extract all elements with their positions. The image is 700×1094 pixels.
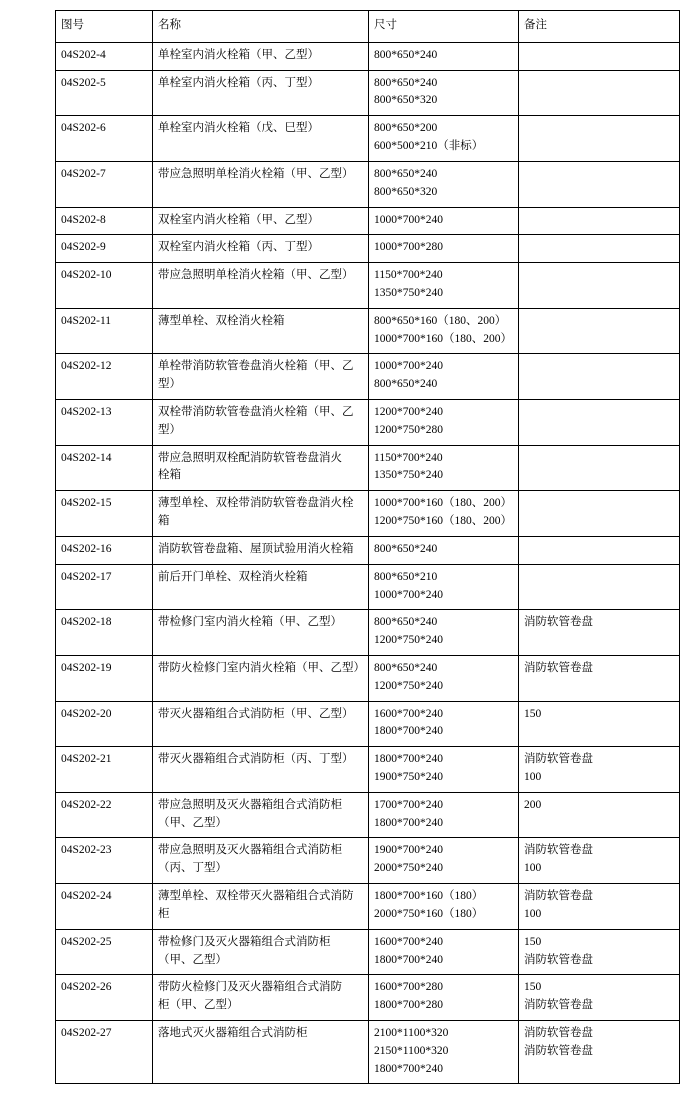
cell-dimensions <box>369 116 519 162</box>
cell-line: 2100*1100*320 <box>374 1026 449 1039</box>
cell-drawing-code: 04S202-5 <box>56 70 153 116</box>
cell-line: 前后开门单栓、双栓消火栓箱 <box>158 570 308 583</box>
cell-line: 带应急照明单栓消火栓箱（甲、乙型） <box>158 269 354 282</box>
cell-line: （甲、乙型） <box>158 953 227 966</box>
cell-line <box>524 450 674 468</box>
fire-hydrant-box-spec-table <box>55 10 680 1084</box>
cell-product-name <box>153 610 369 656</box>
cell-drawing-code: 04S202-25 <box>56 929 153 975</box>
cell-line: 800*650*240 <box>374 76 438 89</box>
cell-remark <box>519 308 680 354</box>
cell-product-name <box>153 70 369 116</box>
table-row <box>56 70 680 116</box>
cell-product-name <box>153 655 369 701</box>
cell-line <box>524 358 674 376</box>
cell-product-name <box>153 975 369 1021</box>
cell-line: 1000*700*240 <box>374 588 443 601</box>
cell-line: 1800*700*240 <box>374 753 443 766</box>
cell-line: 消防软管卷盘 <box>524 1026 593 1039</box>
cell-line: 薄型单栓、双栓消火栓箱 <box>158 314 285 327</box>
cell-remark <box>519 445 680 491</box>
cell-dimensions <box>369 354 519 400</box>
table-row <box>56 354 680 400</box>
cell-dimensions <box>369 207 519 235</box>
cell-line: 800*650*200 <box>374 122 438 135</box>
cell-line <box>524 75 674 93</box>
cell-remark <box>519 975 680 1021</box>
cell-line: 800*650*240 <box>374 378 438 391</box>
cell-dimensions <box>369 747 519 793</box>
cell-line: 单栓室内消火栓箱（丙、丁型） <box>158 76 319 89</box>
cell-line: 单栓室内消火栓箱（戊、巳型） <box>158 122 319 135</box>
cell-line: 双栓室内消火栓箱（甲、乙型） <box>158 213 319 226</box>
table-row <box>56 701 680 747</box>
table-row <box>56 42 680 70</box>
cell-product-name <box>153 884 369 930</box>
cell-line <box>524 313 674 331</box>
cell-line: 消防软管卷盘 <box>524 953 593 966</box>
cell-product-name <box>153 207 369 235</box>
cell-drawing-code: 04S202-19 <box>56 655 153 701</box>
cell-remark <box>519 161 680 207</box>
table-row <box>56 747 680 793</box>
cell-line: 1900*750*240 <box>374 771 443 783</box>
cell-remark <box>519 400 680 446</box>
cell-line: 1800*700*240 <box>374 953 443 966</box>
cell-drawing-code: 04S202-24 <box>56 884 153 930</box>
cell-dimensions <box>369 400 519 446</box>
cell-remark <box>519 42 680 70</box>
cell-product-name <box>153 235 369 263</box>
cell-line: 1700*700*240 <box>374 798 443 811</box>
cell-line: 型） <box>158 423 181 436</box>
cell-remark <box>519 263 680 309</box>
cell-remark <box>519 884 680 930</box>
cell-line <box>524 120 674 138</box>
cell-line: 1000*700*280 <box>374 241 443 254</box>
table-row <box>56 975 680 1021</box>
table-row <box>56 1020 680 1083</box>
cell-line: 150 <box>524 707 542 720</box>
cell-line: 柜 <box>158 907 170 920</box>
cell-line: 1200*750*240 <box>374 679 443 692</box>
cell-product-name <box>153 161 369 207</box>
cell-drawing-code: 04S202-15 <box>56 491 153 537</box>
cell-line: 2150*1100*320 <box>374 1044 449 1057</box>
cell-dimensions <box>369 838 519 884</box>
cell-line: 800*650*320 <box>374 185 438 198</box>
table-row <box>56 536 680 564</box>
cell-line: 1200*750*240 <box>374 634 443 647</box>
cell-line: 800*650*160（180、200） <box>374 314 507 327</box>
table-row <box>56 116 680 162</box>
cell-dimensions <box>369 1020 519 1083</box>
table-row <box>56 161 680 207</box>
cell-line <box>524 267 674 285</box>
cell-line: 型） <box>158 378 181 391</box>
cell-drawing-code: 04S202-10 <box>56 263 153 309</box>
cell-line: 1200*750*280 <box>374 423 443 436</box>
cell-remark <box>519 70 680 116</box>
cell-product-name <box>153 400 369 446</box>
cell-line: 100 <box>524 862 542 875</box>
cell-line: 带检修门及灭火器箱组合式消防柜 <box>158 935 331 948</box>
cell-product-name <box>153 701 369 747</box>
table-row <box>56 308 680 354</box>
cell-product-name <box>153 42 369 70</box>
cell-line: 150 <box>524 935 542 948</box>
cell-line: （丙、丁型） <box>158 862 227 875</box>
cell-line: 带应急照明及灭火器箱组合式消防柜 <box>158 844 342 857</box>
cell-dimensions <box>369 610 519 656</box>
cell-drawing-code: 04S202-27 <box>56 1020 153 1083</box>
cell-drawing-code: 04S202-22 <box>56 792 153 838</box>
cell-remark <box>519 929 680 975</box>
table-row <box>56 235 680 263</box>
cell-line: 带应急照明单栓消火栓箱（甲、乙型） <box>158 167 354 180</box>
table-row <box>56 655 680 701</box>
cell-line <box>524 166 674 184</box>
cell-line: 带灭火器箱组合式消防柜（丙、丁型） <box>158 753 354 766</box>
cell-remark <box>519 655 680 701</box>
cell-line: 带防火检修门及灭火器箱组合式消防 <box>158 981 342 994</box>
cell-dimensions <box>369 161 519 207</box>
cell-line: 1900*700*240 <box>374 844 443 857</box>
table-row <box>56 838 680 884</box>
cell-line: 600*500*210（非标） <box>374 140 484 153</box>
cell-drawing-code: 04S202-21 <box>56 747 153 793</box>
cell-line: 薄型单栓、双栓带灭火器箱组合式消防 <box>158 890 354 903</box>
cell-product-name <box>153 564 369 610</box>
cell-line: 消防软管卷盘 <box>524 616 593 629</box>
cell-line: 1800*700*240 <box>374 1062 443 1075</box>
cell-remark <box>519 792 680 838</box>
cell-drawing-code: 04S202-23 <box>56 838 153 884</box>
cell-line <box>524 541 674 559</box>
cell-drawing-code: 04S202-14 <box>56 445 153 491</box>
cell-product-name <box>153 929 369 975</box>
cell-dimensions <box>369 975 519 1021</box>
cell-line: 箱 <box>158 515 170 528</box>
cell-line: 100 <box>524 907 542 920</box>
cell-line: 双栓室内消火栓箱（丙、丁型） <box>158 241 319 254</box>
cell-drawing-code: 04S202-20 <box>56 701 153 747</box>
cell-remark <box>519 354 680 400</box>
cell-line: 1150*700*240 <box>374 451 443 464</box>
cell-line: 带检修门室内消火栓箱（甲、乙型） <box>158 616 342 629</box>
cell-dimensions <box>369 491 519 537</box>
cell-line: 消防软管卷盘 <box>524 1044 593 1057</box>
cell-line: 薄型单栓、双栓带消防软管卷盘消火栓 <box>158 497 354 510</box>
cell-line: 200 <box>524 798 542 811</box>
cell-remark <box>519 116 680 162</box>
cell-line: 单栓室内消火栓箱（甲、乙型） <box>158 48 319 61</box>
cell-dimensions <box>369 235 519 263</box>
column-header-note: 备注 <box>519 11 680 43</box>
table-row <box>56 929 680 975</box>
cell-line: 带防火检修门室内消火栓箱（甲、乙型） <box>158 661 365 674</box>
cell-line: 消防软管卷盘 <box>524 661 593 674</box>
table-row <box>56 792 680 838</box>
cell-line: 1350*750*240 <box>374 286 443 299</box>
cell-drawing-code: 04S202-6 <box>56 116 153 162</box>
cell-line: 1200*700*240 <box>374 406 443 418</box>
cell-drawing-code: 04S202-8 <box>56 207 153 235</box>
table-row <box>56 400 680 446</box>
cell-line: 1000*700*160（180、200） <box>374 332 512 345</box>
cell-line: 消防软管卷盘 <box>524 844 593 857</box>
cell-line: 2000*750*240 <box>374 862 443 875</box>
cell-drawing-code: 04S202-4 <box>56 42 153 70</box>
cell-line: 800*650*210 <box>374 570 438 583</box>
cell-line: 1600*700*280 <box>374 981 443 994</box>
cell-line: 1350*750*240 <box>374 469 443 482</box>
cell-line <box>524 239 674 257</box>
cell-product-name <box>153 536 369 564</box>
cell-line: 落地式灭火器箱组合式消防柜 <box>158 1026 308 1039</box>
cell-drawing-code: 04S202-9 <box>56 235 153 263</box>
column-header-size: 尺寸 <box>369 11 519 43</box>
cell-product-name <box>153 792 369 838</box>
table-header <box>56 11 680 43</box>
cell-line: 单栓带消防软管卷盘消火栓箱（甲、乙 <box>158 360 354 373</box>
cell-line: 1800*700*280 <box>374 999 443 1012</box>
cell-product-name <box>153 1020 369 1083</box>
cell-dimensions <box>369 564 519 610</box>
cell-line: 柜（甲、乙型） <box>158 999 239 1012</box>
cell-line: 1600*700*240 <box>374 935 443 948</box>
cell-remark <box>519 1020 680 1083</box>
cell-drawing-code: 04S202-18 <box>56 610 153 656</box>
table-row <box>56 207 680 235</box>
cell-line: 带应急照明及灭火器箱组合式消防柜 <box>158 798 342 811</box>
cell-line: 1600*700*240 <box>374 707 443 720</box>
cell-dimensions <box>369 655 519 701</box>
cell-line: 1000*700*240 <box>374 213 443 226</box>
cell-product-name <box>153 354 369 400</box>
cell-line <box>524 404 674 422</box>
cell-dimensions <box>369 445 519 491</box>
cell-dimensions <box>369 263 519 309</box>
column-header-name: 名称 <box>153 11 369 43</box>
cell-remark <box>519 610 680 656</box>
cell-line: 150 <box>524 981 542 994</box>
cell-line: 800*650*240 <box>374 167 438 180</box>
cell-remark <box>519 838 680 884</box>
cell-drawing-code: 04S202-7 <box>56 161 153 207</box>
cell-line: 1000*700*240 <box>374 360 443 373</box>
cell-line: 栓箱 <box>158 469 181 482</box>
cell-line: 消防软管卷盘 <box>524 999 593 1012</box>
cell-line: 800*650*240 <box>374 48 438 61</box>
cell-dimensions <box>369 701 519 747</box>
cell-dimensions <box>369 42 519 70</box>
cell-line: 1000*700*160（180、200） <box>374 497 512 510</box>
cell-line: 消防软管卷盘 <box>524 890 593 903</box>
cell-drawing-code: 04S202-16 <box>56 536 153 564</box>
table-row <box>56 445 680 491</box>
cell-product-name <box>153 491 369 537</box>
cell-drawing-code: 04S202-26 <box>56 975 153 1021</box>
table-row <box>56 610 680 656</box>
cell-product-name <box>153 445 369 491</box>
cell-line <box>524 212 674 230</box>
cell-dimensions <box>369 884 519 930</box>
cell-dimensions <box>369 308 519 354</box>
cell-drawing-code: 04S202-11 <box>56 308 153 354</box>
cell-product-name <box>153 116 369 162</box>
cell-remark <box>519 491 680 537</box>
cell-line: 1150*700*240 <box>374 269 443 282</box>
cell-line: 800*650*320 <box>374 94 438 107</box>
cell-remark <box>519 235 680 263</box>
cell-product-name <box>153 747 369 793</box>
cell-line: 800*650*240 <box>374 616 438 629</box>
table-row <box>56 884 680 930</box>
cell-drawing-code: 04S202-12 <box>56 354 153 400</box>
cell-drawing-code: 04S202-13 <box>56 400 153 446</box>
cell-remark <box>519 536 680 564</box>
cell-dimensions <box>369 70 519 116</box>
cell-line <box>524 495 674 513</box>
cell-line: 1800*700*240 <box>374 816 443 829</box>
cell-line: 2000*750*160（180） <box>374 907 484 920</box>
cell-remark <box>519 564 680 610</box>
cell-drawing-code: 04S202-17 <box>56 564 153 610</box>
cell-remark <box>519 701 680 747</box>
table-row <box>56 491 680 537</box>
cell-line: 800*650*240 <box>374 661 438 674</box>
cell-remark <box>519 207 680 235</box>
cell-line: 1800*700*160（180） <box>374 890 484 903</box>
cell-line: （甲、乙型） <box>158 816 227 829</box>
cell-dimensions <box>369 929 519 975</box>
table-row <box>56 564 680 610</box>
cell-line <box>524 569 674 587</box>
cell-line: 1200*750*160（180、200） <box>374 515 512 528</box>
column-header-code: 图号 <box>56 11 153 43</box>
cell-product-name <box>153 308 369 354</box>
cell-product-name <box>153 838 369 884</box>
cell-line: 消防软管卷盘箱、屋顶试验用消火栓箱 <box>158 542 354 555</box>
cell-line <box>524 47 674 65</box>
cell-dimensions <box>369 536 519 564</box>
cell-remark <box>519 747 680 793</box>
table-body <box>56 42 680 1084</box>
table-row <box>56 263 680 309</box>
table-header-row <box>56 11 680 43</box>
cell-line: 带应急照明双栓配消防软管卷盘消火 <box>158 451 342 464</box>
cell-line: 1800*700*240 <box>374 725 443 738</box>
cell-line: 带灭火器箱组合式消防柜（甲、乙型） <box>158 707 354 720</box>
cell-line: 消防软管卷盘 <box>524 753 593 766</box>
cell-line: 800*650*240 <box>374 542 438 555</box>
cell-line: 100 <box>524 771 542 783</box>
cell-product-name <box>153 263 369 309</box>
cell-dimensions <box>369 792 519 838</box>
cell-line: 双栓带消防软管卷盘消火栓箱（甲、乙 <box>158 406 354 418</box>
